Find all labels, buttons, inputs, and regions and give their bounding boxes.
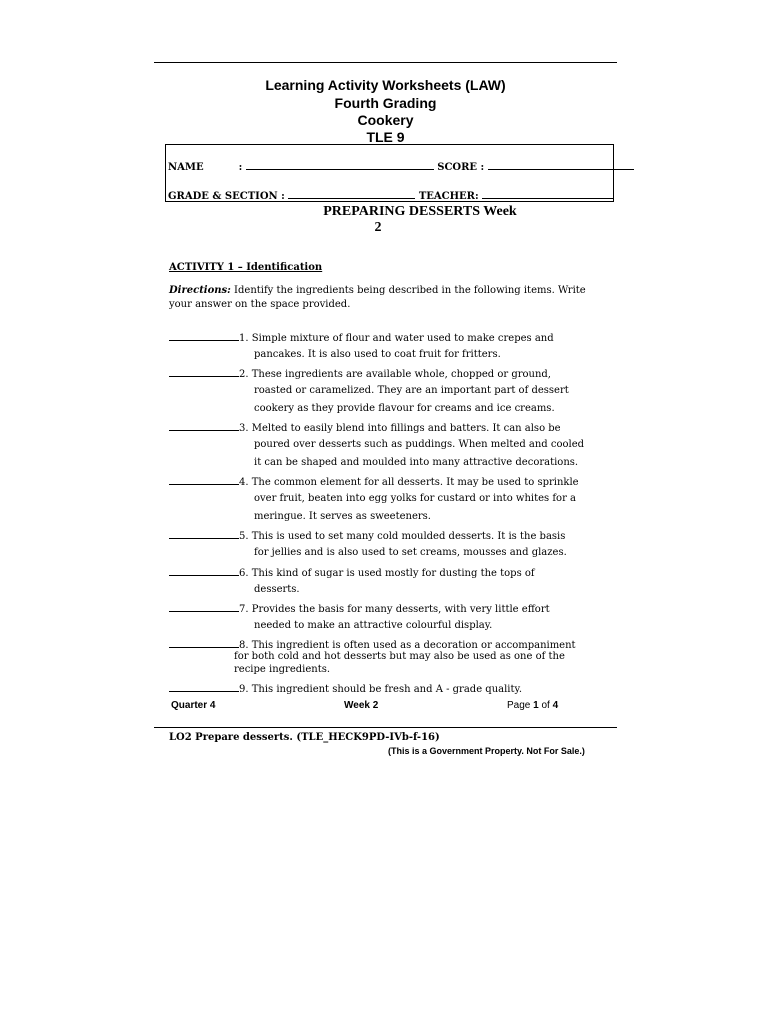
list-item: 7. Provides the basis for many desserts, with very little effort — [169, 602, 609, 615]
directions — [169, 284, 609, 312]
item-line: over fruit, beaten into egg yolks for custard or into whites for a — [254, 493, 576, 504]
item-line: needed to make an attractive colourful display. — [254, 620, 493, 631]
teacher-label: TEACHER: — [418, 191, 479, 202]
item-line: poured over desserts such as puddings. When melted and cooled — [254, 439, 585, 450]
government-property-notice: (This is a Government Property. Not For Sale.) — [388, 746, 585, 756]
answer-blank[interactable] — [169, 682, 239, 692]
list-item: 3. Melted to easily blend into fillings and batters. It can also be — [169, 421, 609, 434]
answer-blank[interactable] — [169, 475, 239, 485]
answer-blank[interactable] — [169, 367, 239, 377]
item-line: desserts. — [254, 584, 300, 595]
grade-level: TLE 9 — [366, 129, 405, 145]
list-item: 4. The common element for all desserts. It may be used to sprinkle — [169, 475, 609, 488]
list-item: 9. This ingredient should be fresh and A - grade quality. — [169, 682, 609, 695]
list-item: 6. This kind of sugar is used mostly for dusting the tops of — [169, 566, 609, 579]
item-line: meringue. It serves as sweeteners. — [254, 511, 431, 522]
item-line: cookery as they provide flavour for creams and ice creams. — [254, 403, 555, 414]
lesson-week-number: 2 — [374, 220, 382, 235]
answer-blank[interactable] — [169, 331, 239, 341]
name-label: NAME — [168, 162, 204, 173]
learning-objective: LO2 Prepare desserts. (TLE_HECK9PD-IVb-f-16) — [169, 732, 440, 743]
list-item: 2. These ingredients are available whole, chopped or ground, — [169, 367, 609, 380]
answer-blank[interactable] — [169, 421, 239, 431]
name-row — [168, 159, 634, 173]
answer-blank[interactable] — [169, 566, 239, 576]
item-line: it can be shaped and moulded into many attractive decorations. — [254, 457, 579, 468]
activity-heading: ACTIVITY 1 – Identification — [169, 262, 323, 273]
footer-page: Page 1 of 4 — [507, 700, 559, 711]
grade-section-field[interactable] — [288, 188, 415, 199]
grading-period: Fourth Grading — [334, 95, 437, 111]
answer-blank[interactable] — [169, 602, 239, 612]
teacher-field[interactable] — [482, 188, 614, 199]
name-colon: : — [238, 162, 243, 173]
footer-quarter: Quarter 4 — [171, 700, 216, 711]
directions-label: Directions: — [169, 285, 231, 296]
answer-blank[interactable] — [169, 638, 239, 648]
answer-blank[interactable] — [169, 529, 239, 539]
subject: Cookery — [357, 112, 414, 128]
score-field[interactable] — [488, 159, 634, 170]
footer-week: Week 2 — [344, 700, 379, 711]
item-line: pancakes. It is also used to coat fruit for fritters. — [254, 349, 501, 360]
directions-text: Identify the ingredients being described in the following items. Write your answer on the space provided. — [169, 285, 586, 310]
item-line: recipe ingredients. — [234, 664, 331, 675]
list-item: 1. Simple mixture of flour and water used to make crepes and — [169, 331, 609, 344]
item-line: roasted or caramelized. They are an important part of dessert — [254, 385, 569, 396]
item-line: for jellies and is also used to set creams, mousses and glazes. — [254, 547, 567, 558]
list-item: 8. This ingredient is often used as a decoration or accompaniment — [169, 638, 609, 651]
grade-section-label: GRADE & SECTION : — [168, 191, 285, 202]
lesson-title: PREPARING DESSERTS Week — [323, 204, 517, 219]
top-rule — [154, 62, 617, 63]
list-item: 5. This is used to set many cold moulded desserts. It is the basis — [169, 529, 609, 542]
grade-row — [168, 188, 614, 202]
worksheet-title: Learning Activity Worksheets (LAW) — [265, 77, 506, 93]
name-field[interactable] — [246, 159, 434, 170]
score-label: SCORE : — [437, 162, 485, 173]
footer-rule — [154, 727, 617, 728]
item-line: for both cold and hot desserts but may also be used as one of the — [234, 651, 565, 662]
